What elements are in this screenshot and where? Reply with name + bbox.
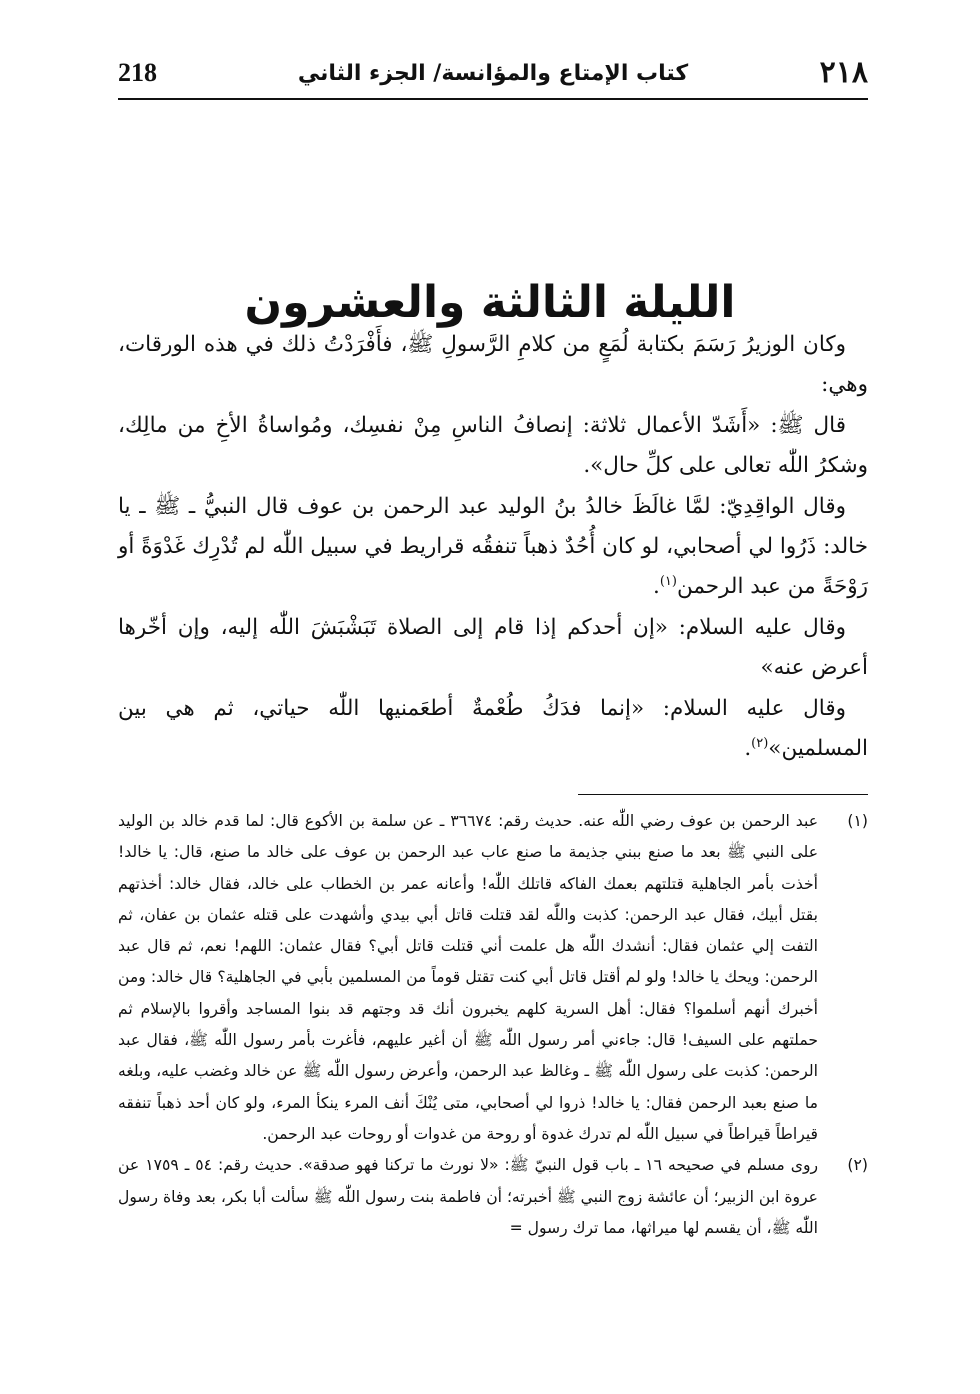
- chapter-title: الليلة الثالثة والعشرون: [244, 277, 736, 329]
- paragraph: [118, 487, 868, 607]
- paragraph-tail: .: [744, 736, 752, 761]
- footnote-text: روى مسلم في صحيحه ١٦ ـ باب قول النبيّ ﷺ: «لا نورث ما تركنا فهو صدقة». حديث رقم: ٥٤ ـ ١٧٥٩ عن عروة ابن الزبير؛ أن عائشة زوج النبي ﷺ أخبرته؛ أن فاطمة بنت رسول اللّٰه ﷺ سألت أبا بكر، بعد وفاة رسول اللّٰه ﷺ، أن يقسم لها ميراثها، مما ترك رسول =: [118, 1156, 819, 1237]
- paragraph: [118, 406, 868, 486]
- footnote-ref[interactable]: (١): [659, 573, 677, 589]
- paragraph: [118, 325, 868, 405]
- footnote-divider: [578, 794, 868, 795]
- footnote-number: (١): [847, 812, 868, 830]
- paragraph-tail: .: [652, 574, 660, 599]
- paragraph: [118, 689, 868, 769]
- main-text: [118, 325, 868, 770]
- paragraph-text: قال ﷺ: «أَشَدّ الأعمال ثلاثة: إنصافُ الناسِ مِنْ نفسِك، ومُواساةُ الأخِ من مالِك، وشكرُ اللّٰه تعالى على كلِّ حال».: [118, 413, 868, 478]
- page-number-arabic: ٢١٨: [819, 55, 868, 90]
- paragraph-text: وقال عليه السلام: «إنما فدَكُ طُعْمةٌ أطعَمنيها اللّٰه حياتي، ثم هي بين المسلمين»: [118, 696, 868, 761]
- paragraph-text: وقال الواقِدِيّ: لمَّا غالَظَ خالدُ بنُ الوليد عبد الرحمن بن عوف قال النبيُّ ـ ﷺ ـ يا خالد: ذَرُوا لي أصحابي، لو كان أُحُدٌ ذهباً تنفقُه قراريط في سبيل اللّٰه لم تُدْرِك غَدْوَةً أو رَوْحَةً من عبد الرحمن: [118, 494, 868, 599]
- footnote: [118, 1150, 868, 1244]
- paragraph: [118, 608, 868, 688]
- page-number-latin: 218: [118, 58, 157, 87]
- running-header: [118, 52, 868, 100]
- footnote-text: عبد الرحمن بن عوف رضي اللّٰه عنه. حديث رقم: ٣٦٦٧٤ ـ عن سلمة بن الأكوع قال: لما قدم خالد بن الوليد على النبي ﷺ بعد ما صنع ببني جذيمة ما صنع عاب عبد الرحمن بن عوف على خالد ما صنع، قال: يا خالد! أخذت بأمر الجاهلية قتلتهم بعمك الفاكه قاتلك اللّٰه! وأعانه عمر بن الخطاب على خالد، فقال خالد: أخذتهم بقتل أبيك، فقال عبد الرحمن: كذبت واللّٰه لقد قتلت قاتل أبي بيدي وأشهدت على قتله عثمان بن عفان، ثم التفت إلي عثمان فقال: أنشدك اللّٰه هل علمت أني قتلت قاتل أبي؟ فقال عثمان: اللهم! نعم، ثم قال عبد الرحمن: ويحك يا خالد! ولو لم أقتل قاتل أبي كنت تقتل قوماً من المسلمين بأبي في الجاهلية؟ قال خالد: ومن أخبرك أنهم أسلموا؟ فقال: أهل السرية كلهم يخبرون أنك قد وجتهم قد بنوا المساجد وأقروا بالإسلام ثم حملتهم على السيف! قال: جاءني أمر رسول اللّٰه ﷺ أن أغير عليهم، فأغرت بأمر رسول اللّٰه ﷺ، فقال عبد الرحمن: كذبت على رسول اللّٰه ﷺ ـ وغالظ عبد الرحمن، وأعرض رسول اللّٰه ﷺ عن خالد وغضب عليه، وبلغه ما صنع بعبد الرحمن فقال: يا خالد! ذروا لي أصحابي، متى يُنْكَ أنف المرء ينكأ المرء، ولو كان أحد ذهباً تنفقه قيراطاً قيراطاً في سبيل اللّٰه لم تدرك غدوة أو روحة من غدوات أو روحات عبد الرحمن.: [118, 812, 818, 1143]
- footnote-ref[interactable]: (٢): [751, 735, 769, 751]
- paragraph-text: وكان الوزيرُ رَسَمَ بكتابة لُمَعٍ من كلامِ الرَّسولِ ﷺ، فأَفْرَدْتُ ذلك في هذه الورقات، وهي:: [118, 332, 868, 397]
- paragraph-text: وقال عليه السلام: «إن أحدكم إذا قام إلى الصلاة تَبَشْبَشَ اللّٰه إليه، وإن أخّرها أعرض عنه»: [118, 615, 868, 680]
- footnotes: [118, 806, 868, 1244]
- footnote: [118, 806, 868, 1150]
- book-title: كتاب الإمتاع والمؤانسة/ الجزء الثاني: [297, 61, 689, 86]
- footnote-number: (٢): [847, 1156, 868, 1175]
